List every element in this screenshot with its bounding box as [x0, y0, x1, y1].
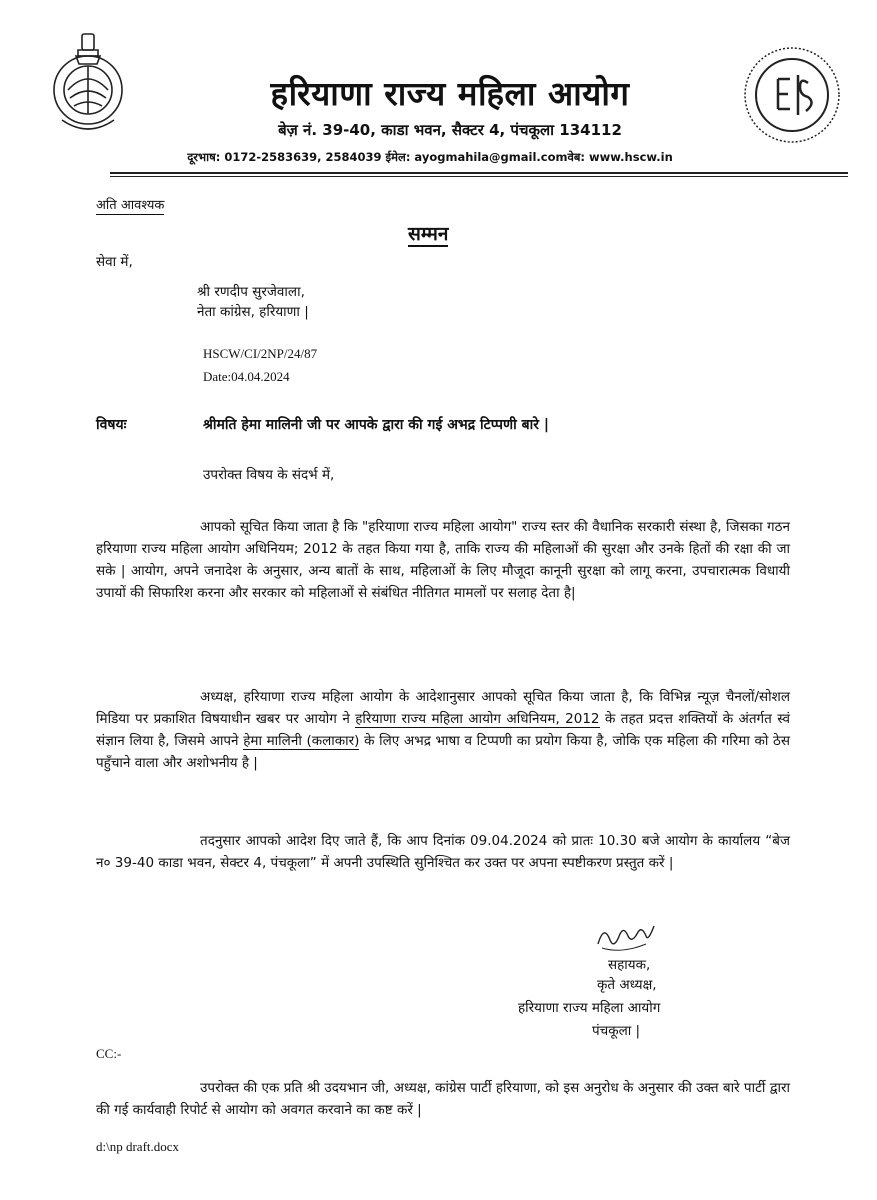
- signatory-organization: हरियाणा राज्य महिला आयोग: [518, 1000, 661, 1016]
- paragraph-2-text-c: के लिए अभद्र भाषा व टिप्पणी का प्रयोग किया है, जोकि एक महिला की गरिमा को ठेस पहुँचाने वाला और अशोभनीय है |: [96, 733, 790, 771]
- signatory-on-behalf: कृते अध्यक्ष,: [597, 977, 657, 993]
- header-rule-thin: [110, 176, 848, 177]
- reference-line: उपरोक्त विषय के संदर्भ में,: [203, 467, 335, 483]
- header-rule: [110, 172, 848, 174]
- addressee-name: श्री रणदीप सुरजेवाला,: [197, 284, 305, 300]
- salutation: सेवा में,: [96, 254, 133, 270]
- paragraph-2-text-a: अध्यक्ष, हरियाणा राज्य महिला आयोग के आदेशानुसार आपको सूचित किया जाता है, कि विभिन्न न्यूज़ चैनलों/सोशल मिडिया पर प्रकाशित विषयाधीन खबर पर आयोग ने: [96, 689, 790, 727]
- paragraph-1-text: आपको सूचित किया जाता है कि "हरियाणा राज्य महिला आयोग" राज्य स्तर की वैधानिक सरकारी संस्था है, जिसका गठन हरियाणा राज्य महिला आयोग अधिनियम; 2012 के तहत किया गया है, ताकि राज्य की महिलाओं की सुरक्षा और उनके हितों की रक्षा की जा सके | आयोग, अपने जनादेश के अनुसार, अन्य बातों के साथ, महिलाओं के लिए मौजूदा कानूनी सुरक्षा को लागू करना, उपचारात्मक विधायी उपायों की सिफारिश करना और सरकार को महिलाओं से संबंधित नीतिगत मामलों पर सलाह देता है|: [96, 519, 790, 601]
- subject-text: श्रीमति हेमा मालिनी जी पर आपके द्वारा की गई अभद्र टिप्पणी बारे |: [203, 417, 549, 433]
- cc-text: उपरोक्त की एक प्रति श्री उदयभान जी, अध्यक्ष, कांग्रेस पार्टी हरियाणा, को इस अनुरोध के अनुसार की उक्त बारे पार्टी द्वारा की गई कार्यवाही रिपोर्ट से आयोग को अवगत करवाने का कष्ट करें |: [96, 1080, 790, 1118]
- person-name-underlined: हेमा मालिनी (कलाकार): [243, 733, 360, 749]
- paragraph-1: [96, 516, 790, 604]
- handwritten-signature: [592, 918, 662, 958]
- signatory-title: सहायक,: [608, 957, 651, 973]
- organization-title: हरियाणा राज्य महिला आयोग: [270, 74, 630, 113]
- subject-label: विषयः: [96, 417, 127, 433]
- file-path: d:\np draft.docx: [96, 1139, 180, 1154]
- organization-contact: दूरभाष: 0172-2583639, 2584039 ईमेल: ayogmahila@gmail.comवेब: www.hscw.in: [187, 150, 673, 164]
- document-heading: सम्मन: [408, 223, 449, 245]
- urgency-label: अति आवश्यक: [96, 198, 165, 213]
- signatory-location: पंचकूला |: [592, 1023, 641, 1039]
- reference-number: HSCW/CI/2NP/24/87: [203, 346, 318, 361]
- organization-address: बेज़ नं. 39-40, काडा भवन, सैक्टर 4, पंचकूला 134112: [278, 121, 622, 139]
- paragraph-3-text: तदनुसार आपको आदेश दिए जाते हैं, कि आप दिनांक 09.04.2024 को प्रातः 10.30 बजे आयोग के कार्यालय “बेज न० 39-40 काडा भवन, सेक्टर 4, पंचकूला” में अपनी उपस्थिति सुनिश्चित कर उक्त पर अपना स्पष्टीकरण प्रस्तुत करें |: [96, 833, 790, 871]
- paragraph-3: [96, 830, 790, 874]
- haryana-emblem-icon: [40, 28, 136, 140]
- paragraph-2-text-b: के तहत प्रदत्त शक्तियों के अंतर्गत स्वं संज्ञान लिया है, जिसमे आपने: [96, 711, 791, 749]
- cc-label: CC:-: [96, 1046, 122, 1061]
- paragraph-2: [96, 686, 790, 774]
- letter-date: Date:04.04.2024: [203, 369, 290, 384]
- hscw-seal-icon: [742, 45, 842, 145]
- cc-paragraph: [96, 1077, 790, 1121]
- addressee-designation: नेता कांग्रेस, हरियाणा |: [197, 304, 309, 320]
- act-reference-underlined: हरियाणा राज्य महिला आयोग अधिनियम, 2012: [355, 711, 600, 727]
